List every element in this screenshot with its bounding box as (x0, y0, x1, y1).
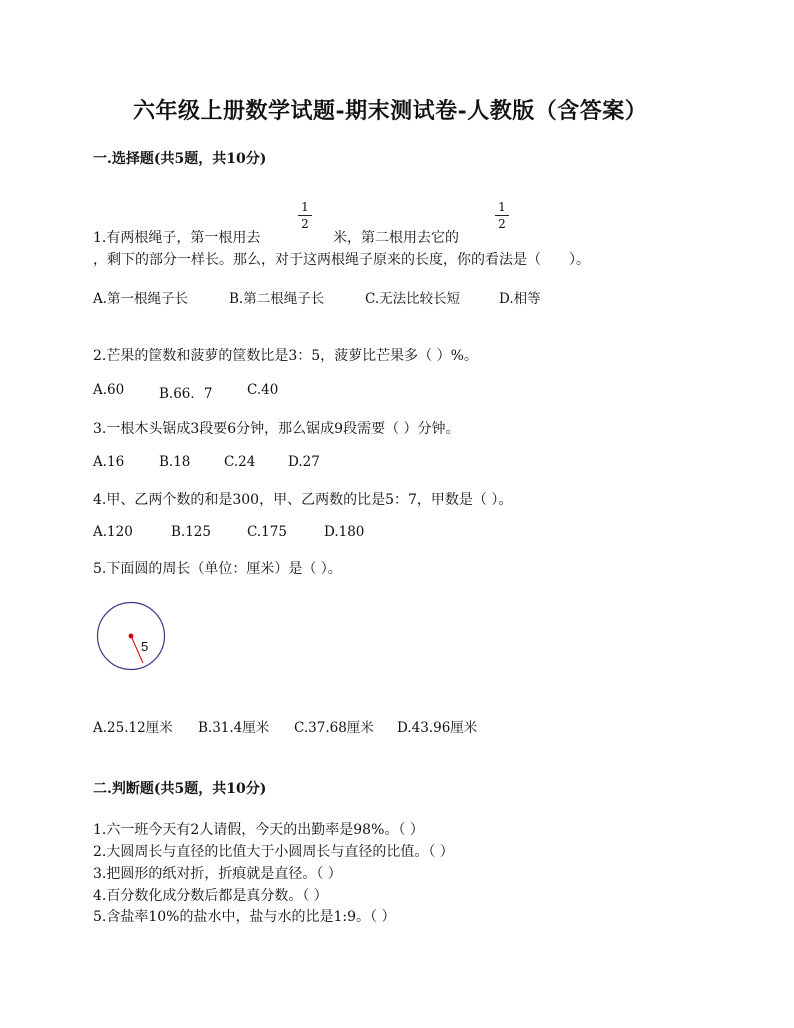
q5-option-d: D.43.96厘米 (397, 720, 478, 736)
fraction-bar (298, 215, 312, 216)
fraction-one-half (298, 201, 312, 230)
page-title: 六年级上册数学试题-期末测试卷-人教版（含答案） (133, 98, 648, 124)
section-heading-judge: 二.判断题(共5题，共10分) (93, 781, 267, 797)
q3-option-d: D.27 (288, 454, 320, 470)
center-dot (129, 634, 134, 639)
q1-option-b: B.第二根绳子长 (229, 291, 325, 307)
fraction-denominator: 2 (301, 217, 309, 231)
fraction-numerator: 1 (301, 200, 309, 214)
fraction-one-half (495, 201, 509, 230)
judge-item-3: 3.把圆形的纸对折，折痕就是直径。（ ） (93, 866, 342, 882)
q4-option-d: D.180 (324, 524, 365, 540)
q1-option-c: C.无法比较长短 (365, 291, 461, 307)
q5-option-a: A.25.12厘米 (93, 720, 173, 736)
q2-option-b: B.66．7 (159, 386, 213, 402)
circle-figure (94, 600, 168, 674)
q4-option-b: B.125 (171, 524, 211, 540)
fraction-denominator: 2 (498, 217, 506, 231)
q1-option-d: D.相等 (499, 291, 541, 307)
q3-option-a: A.16 (93, 454, 125, 470)
judge-item-1: 1.六一班今天有2人请假，今天的出勤率是98%。（ ） (93, 822, 424, 838)
question-5: 5.下面圆的周长（单位：厘米）是（ ）。 (93, 561, 342, 577)
q5-option-c: C.37.68厘米 (294, 720, 374, 736)
fraction-numerator: 1 (498, 200, 506, 214)
q1-option-a: A.第一根绳子长 (93, 291, 189, 307)
q3-option-b: B.18 (159, 454, 191, 470)
question-1-part1: 1.有两根绳子，第一根用去 (93, 230, 261, 246)
section-heading-choice: 一.选择题(共5题，共10分) (93, 151, 267, 167)
q4-option-c: C.175 (247, 524, 287, 540)
question-3: 3.一根木头锯成3段要6分钟，那么锯成9段需要（ ）分钟。 (93, 421, 460, 437)
q2-option-c: C.40 (247, 382, 279, 398)
radius-label: 5 (141, 639, 149, 654)
question-1-line2: ，剩下的部分一样长。那么，对于这两根绳子原来的长度，你的看法是（ ）。 (93, 252, 590, 268)
fraction-bar (495, 215, 509, 216)
question-4: 4.甲、乙两个数的和是300，甲、乙两数的比是5：7，甲数是（ ）。 (93, 492, 513, 508)
q3-option-c: C.24 (224, 454, 256, 470)
q5-option-b: B.31.4厘米 (198, 720, 270, 736)
judge-item-5: 5.含盐率10%的盐水中，盐与水的比是1:9。（ ） (93, 909, 396, 925)
q2-option-a: A.60 (93, 382, 125, 398)
q4-option-a: A.120 (93, 524, 133, 540)
judge-item-2: 2.大圆周长与直径的比值大于小圆周长与直径的比值。（ ） (93, 844, 454, 860)
judge-item-4: 4.百分数化成分数后都是真分数。（ ） (93, 888, 328, 904)
question-2: 2.芒果的筐数和菠萝的筐数比是3：5，菠萝比芒果多（ ）%。 (93, 348, 478, 364)
question-1-part2: 米，第二根用去它的 (333, 230, 459, 246)
